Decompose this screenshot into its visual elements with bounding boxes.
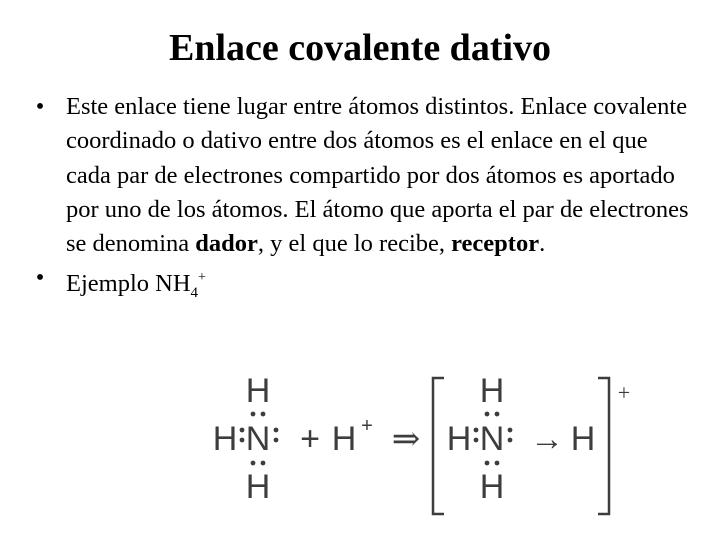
bullet-dot-icon: •	[35, 93, 45, 120]
product-n: N	[479, 420, 505, 458]
example-superscript: +	[198, 270, 206, 286]
example-subscript: 4	[190, 285, 199, 302]
reaction-arrow-icon: ⇒	[391, 421, 421, 458]
dative-bond-arrow-icon: →	[530, 421, 564, 458]
definition-text: Este enlace tiene lugar entre átomos distintos. Enlace covalente coordinado o dativo entre dos átomos es el enlace en el que cada par de electrones compartido por dos átomos es aportado por uno de los átomos. El átomo que aporta el par de electrones se denomina	[66, 93, 689, 258]
product-charge: +	[617, 380, 631, 405]
term-donor: dador	[195, 230, 258, 258]
plus-sign: +	[300, 420, 320, 458]
reactant-n: N	[245, 420, 271, 458]
reactant-h-left: H	[212, 420, 238, 458]
example-text: Ejemplo NH	[66, 270, 191, 298]
left-bracket-icon	[433, 378, 444, 514]
reactant-h-top: H	[245, 372, 271, 410]
product-h-top: H	[479, 372, 505, 410]
definition-middle: , y el que lo recibe,	[257, 230, 452, 258]
page-title: Enlace covalente dativo	[168, 27, 552, 69]
proton-h: H	[331, 420, 357, 458]
product-h-bottom: H	[479, 468, 505, 506]
term-acceptor: receptor	[451, 230, 540, 258]
reactant-h-bottom: H	[245, 468, 271, 506]
product-h-right: H	[570, 420, 596, 458]
definition-end: .	[539, 230, 546, 258]
bullet-dot-icon: •	[35, 264, 45, 292]
product-h-left: H	[446, 420, 472, 458]
right-bracket-icon	[598, 378, 609, 514]
proton-charge: +	[361, 415, 373, 437]
